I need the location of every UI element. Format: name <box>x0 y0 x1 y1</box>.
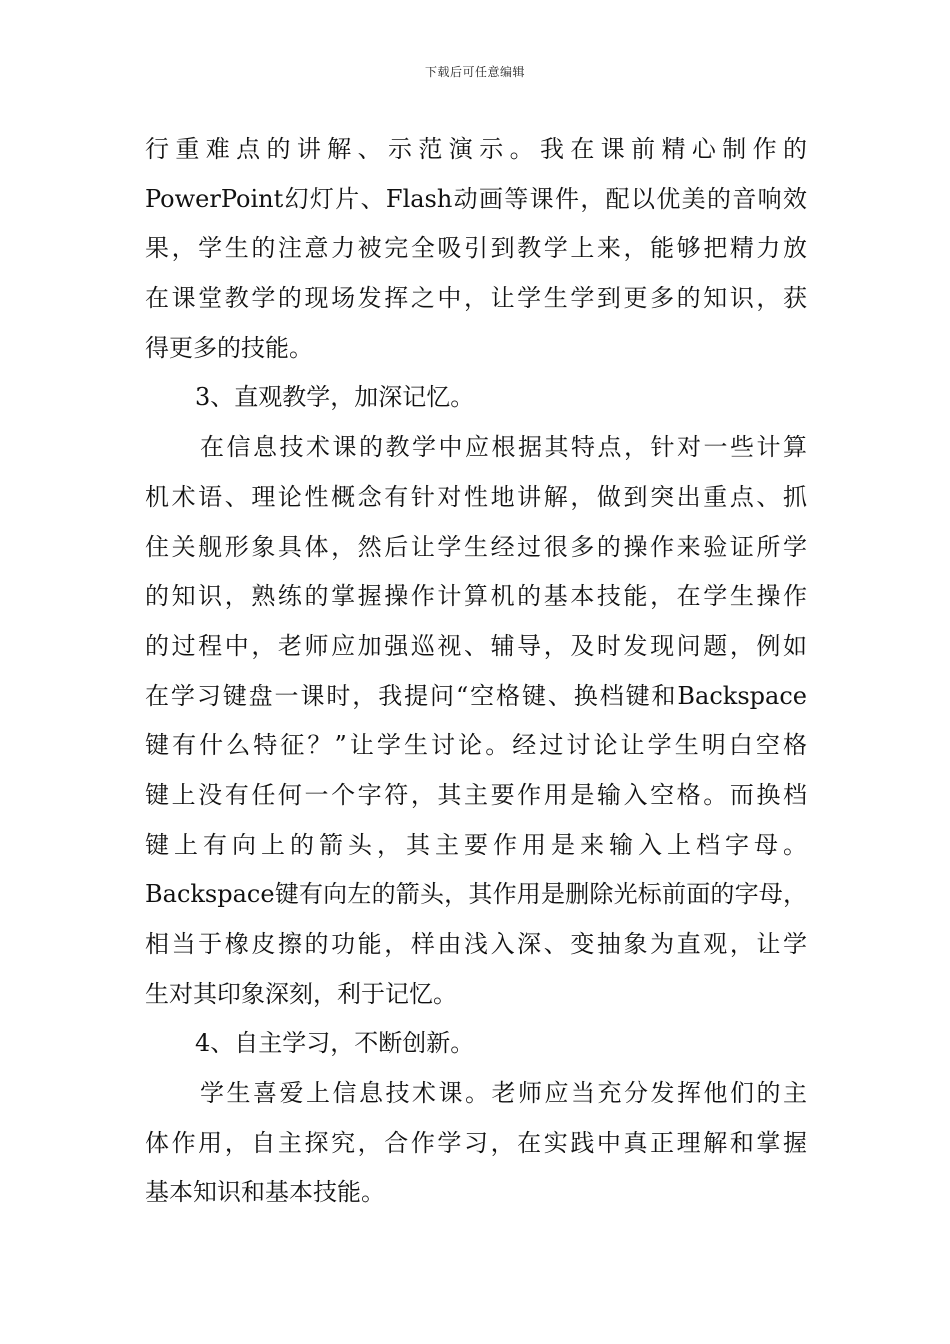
section-heading-3: 3、直观教学，加深记忆。 <box>195 383 475 412</box>
document-body <box>145 125 807 1218</box>
text-line: 体作用，自主探究，合作学习，在实践中真正理解和掌握 <box>145 1128 807 1157</box>
text-line: 键上没有任何一个字符，其主要作用是输入空格。而换档 <box>145 780 807 809</box>
text-line: 在学习键盘一课时，我提问“空格键、换档键和Backspace <box>145 681 807 710</box>
text-line: 的过程中，老师应加强巡视、辅导，及时发现问题，例如 <box>145 631 807 660</box>
text-line: 相当于橡皮擦的功能，样由浅入深、变抽象为直观，让学 <box>145 930 807 958</box>
text-line: 住关舰形象具体，然后让学生经过很多的操作来验证所学 <box>145 532 807 561</box>
text-line: 键上有向上的箭头，其主要作用是来输入上档字母。 <box>145 830 807 859</box>
text-line: 的知识，熟练的掌握操作计算机的基本技能，在学生操作 <box>145 582 807 611</box>
header-note: 下载后可任意编辑 <box>424 65 525 79</box>
text-line: 键有什么特征？”让学生讨论。经过讨论让学生明白空格 <box>145 731 807 760</box>
text-line: 学生喜爱上信息技术课。老师应当充分发挥他们的主 <box>200 1079 807 1108</box>
section-heading-4: 4、自主学习，不断创新。 <box>195 1029 475 1058</box>
text-line: Backspace键有向左的箭头，其作用是删除光标前面的字母， <box>145 880 807 909</box>
text-line: 在信息技术课的教学中应根据其特点，针对一些计算 <box>200 433 807 462</box>
text-line: 果，学生的注意力被完全吸引到教学上来，能够把精力放 <box>145 234 807 263</box>
text-line: 基本知识和基本技能。 <box>145 1178 385 1207</box>
text-line: 机术语、理论性概念有针对性地讲解，做到突出重点、抓 <box>145 482 807 511</box>
text-line: 生对其印象深刻，利于记忆。 <box>145 979 457 1008</box>
text-line: 在课堂教学的现场发挥之中，让学生学到更多的知识，获 <box>145 284 807 313</box>
text-line: 行重难点的讲解、示范演示。我在课前精心制作的 <box>145 135 807 163</box>
text-line: PowerPoint幻灯片、Flash动画等课件，配以优美的音响效 <box>145 184 807 213</box>
text-line: 得更多的技能。 <box>145 333 313 362</box>
